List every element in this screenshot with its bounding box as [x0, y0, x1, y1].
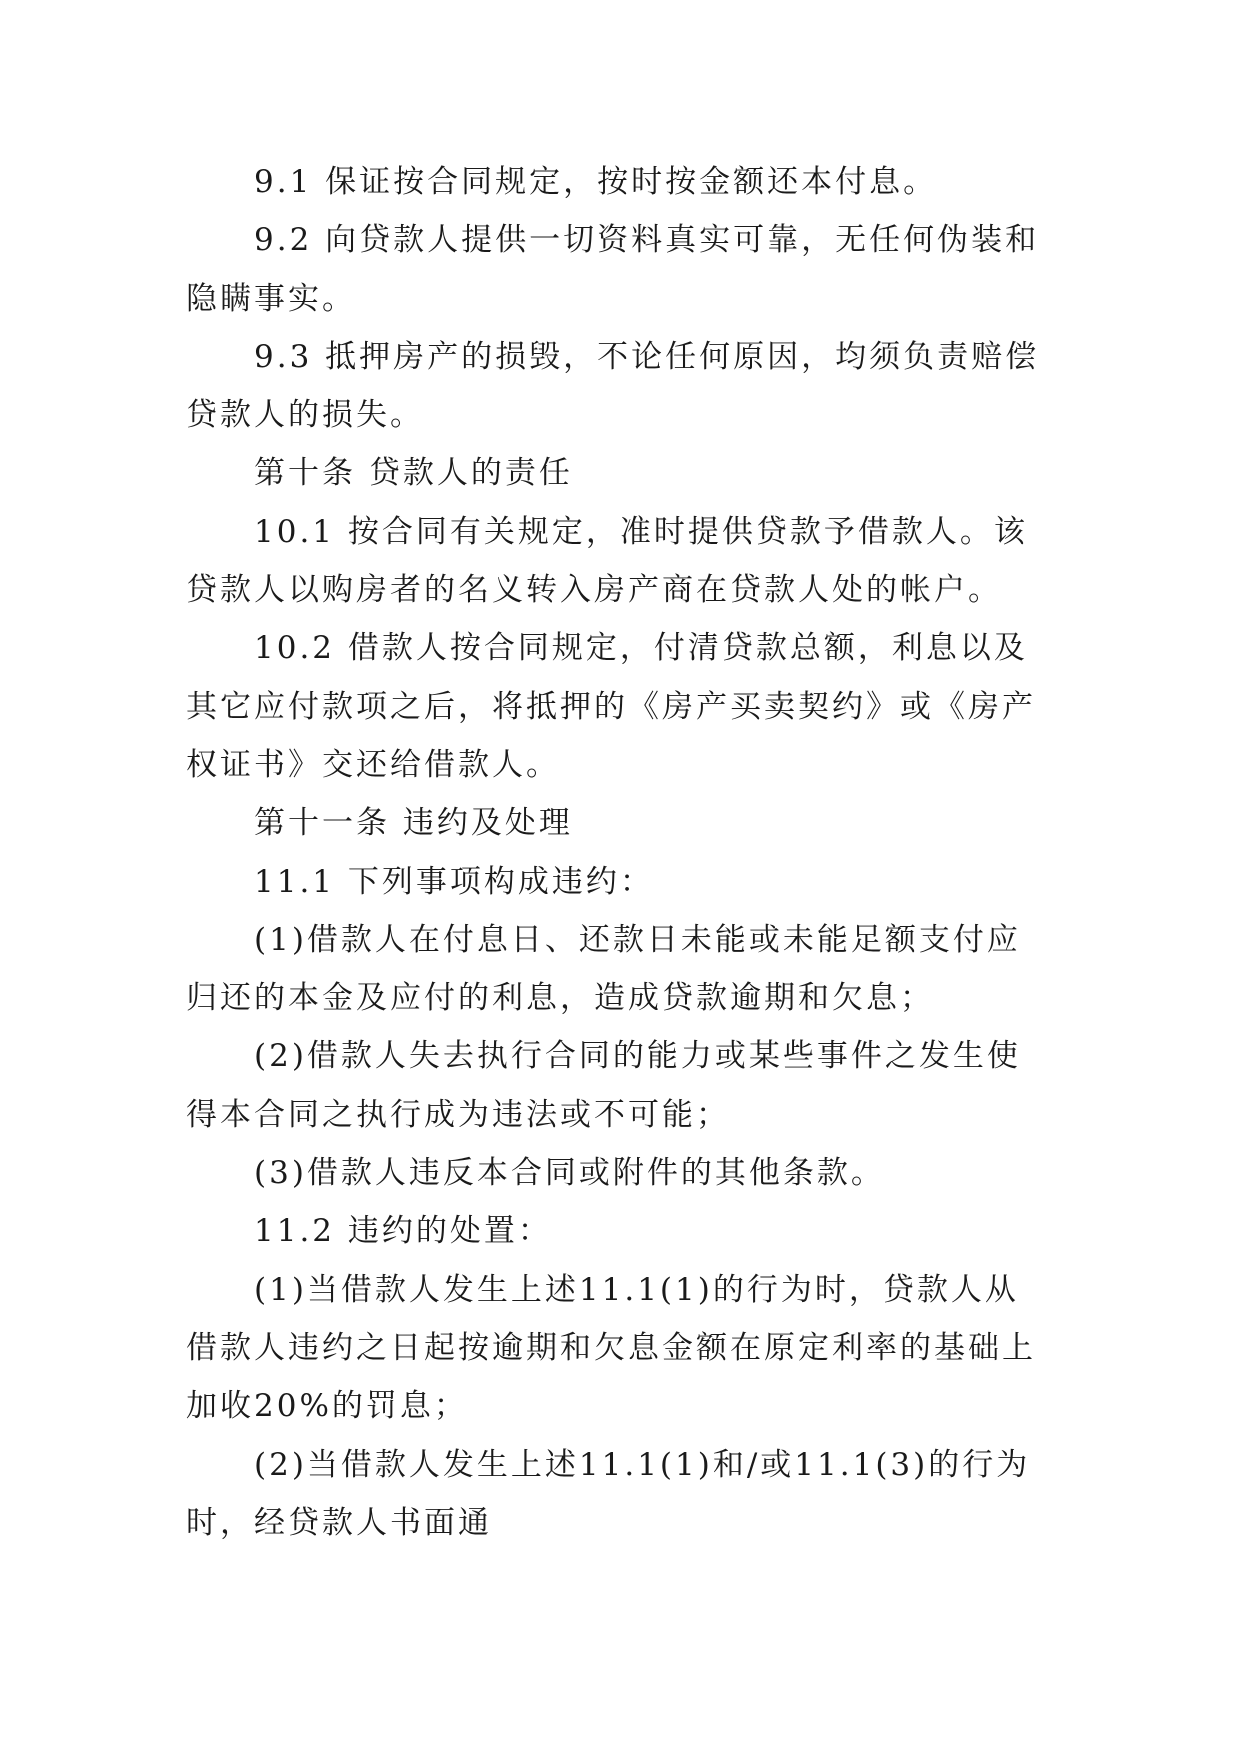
- clause-9-1: 9.1 保证按合同规定，按时按金额还本付息。: [254, 164, 938, 200]
- article-11-heading: 第十一条 违约及处理: [254, 805, 573, 842]
- clause-10-2: 10.2 借款人按合同规定，付清贷款总额，利息以及其它应付款项之后，将抵押的《房产买卖契约》或《房产权证书》交还给借款人。: [186, 630, 1036, 783]
- clause-11-1-item-1: (1)借款人在付息日、还款日未能或未能足额支付应归还的本金及应付的利息，造成贷款逾期和欠息；: [186, 921, 1021, 1017]
- article-10-heading: 第十条 贷款人的责任: [254, 455, 573, 492]
- clause-11-2-item-1: (1)当借款人发生上述11.1(1)的行为时，贷款人从借款人违约之日起按逾期和欠息金额在原定利率的基础上加收20%的罚息；: [186, 1271, 1036, 1425]
- clause-11-1-item-3: (3)借款人违反本合同或附件的其他条款。: [254, 1155, 885, 1192]
- clause-11-2-item-2: (2)当借款人发生上述11.1(1)和/或11.1(3)的行为时，经贷款人书面通: [186, 1446, 1031, 1541]
- clause-11-2: 11.2 违约的处置：: [254, 1213, 552, 1250]
- clause-11-1-item-2: (2)借款人失去执行合同的能力或某些事件之发生使得本合同之执行成为违法或不可能；: [186, 1038, 1021, 1133]
- clause-10-1: 10.1 按合同有关规定，准时提供贷款予借款人。该贷款人以购房者的名义转入房产商在贷款人处的帐户。: [186, 513, 1028, 609]
- document-body: [186, 153, 1046, 1552]
- clause-11-1: 11.1 下列事项构成违约：: [254, 863, 654, 900]
- clause-9-2: 9.2 向贷款人提供一切资料真实可靠，无任何伪装和隐瞒事实。: [186, 222, 1040, 317]
- clause-9-3: 9.3 抵押房产的损毁，不论任何原因，均须负责赔偿贷款人的损失。: [186, 338, 1040, 434]
